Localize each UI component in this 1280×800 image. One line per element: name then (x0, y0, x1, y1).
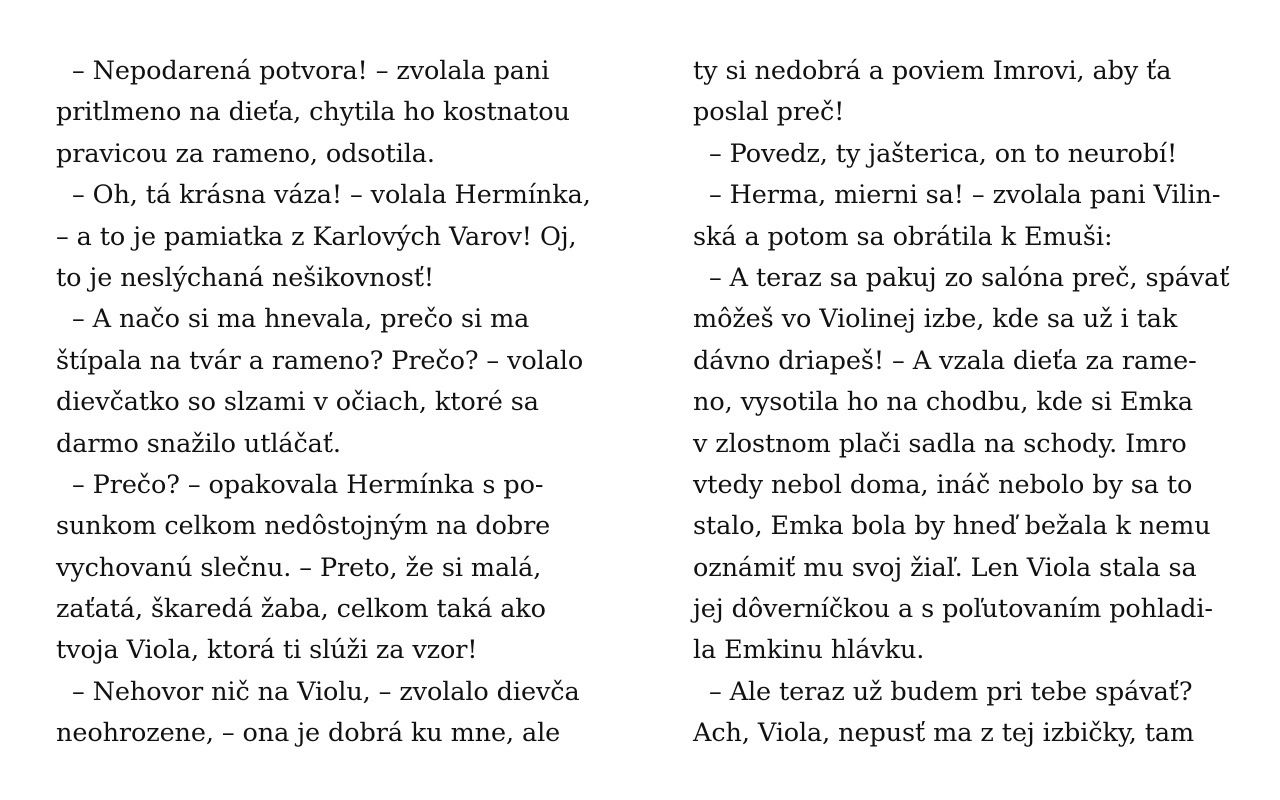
text-line: – Herma, mierni sa! – zvolala pani Vilin- (693, 180, 1221, 211)
left-page-column (56, 51, 616, 755)
right-page-column (693, 51, 1253, 755)
text-line: dievčatko so slzami v očiach, ktoré sa (56, 387, 539, 418)
text-line: v zlostnom plači sadla na schody. Imro (693, 428, 1187, 459)
text-line: to je neslýchaná nešikovnosť! (56, 262, 435, 293)
text-line: – Oh, tá krásna váza! – volala Hermínka, (56, 180, 591, 211)
text-line: jej dôverníčkou a s poľutovaním pohladi- (693, 594, 1213, 625)
text-line: môžeš vo Violinej izbe, kde sa už i tak (693, 304, 1178, 335)
text-line: poslal preč! (693, 97, 845, 128)
text-line: vtedy nebol doma, ináč nebolo by sa to (693, 469, 1193, 500)
text-line: – Povedz, ty jašterica, on to neurobí! (693, 138, 1178, 169)
text-line: – Prečo? – opakovala Hermínka s po- (56, 469, 544, 500)
text-line: tvoja Viola, ktorá ti slúži za vzor! (56, 635, 478, 666)
text-line: no, vysotila ho na chodbu, kde si Emka (693, 387, 1194, 418)
text-line: ská a potom sa obrátila k Emuši: (693, 221, 1113, 252)
text-line: štípala na tvár a rameno? Prečo? – volalo (56, 345, 584, 376)
text-line: – Ale teraz už budem pri tebe spávať? (693, 676, 1193, 707)
text-line: – A načo si ma hnevala, prečo si ma (56, 304, 530, 335)
text-line: la Emkinu hlávku. (693, 635, 925, 666)
text-line: pravicou za rameno, odsotila. (56, 138, 435, 169)
text-line: – Nepodarená potvora! – zvolala pani (56, 56, 550, 86)
text-line: vychovanú slečnu. – Preto, že si malá, (56, 552, 542, 583)
text-line: Ach, Viola, nepusť ma z tej izbičky, tam (693, 718, 1195, 749)
text-line: zaťatá, škaredá žaba, celkom taká ako (56, 594, 546, 625)
text-line: – a to je pamiatka z Karlových Varov! Oj, (56, 221, 577, 252)
text-line: darmo snažilo utláčať. (56, 428, 341, 459)
text-line: – Nehovor nič na Violu, – zvolalo dievča (56, 676, 580, 707)
text-line: pritlmeno na dieťa, chytila ho kostnatou (56, 97, 570, 128)
text-line: neohrozene, – ona je dobrá ku mne, ale (56, 718, 561, 749)
text-line: dávno driapeš! – A vzala dieťa za rame- (693, 345, 1197, 376)
text-line: ty si nedobrá a poviem Imrovi, aby ťa (693, 56, 1172, 86)
text-line: stalo, Emka bola by hneď bežala k nemu (693, 511, 1211, 542)
text-line: – A teraz sa pakuj zo salóna preč, spávať (693, 262, 1230, 293)
text-line: oznámiť mu svoj žiaľ. Len Viola stala sa (693, 552, 1197, 583)
text-line: sunkom celkom nedôstojným na dobre (56, 511, 551, 542)
